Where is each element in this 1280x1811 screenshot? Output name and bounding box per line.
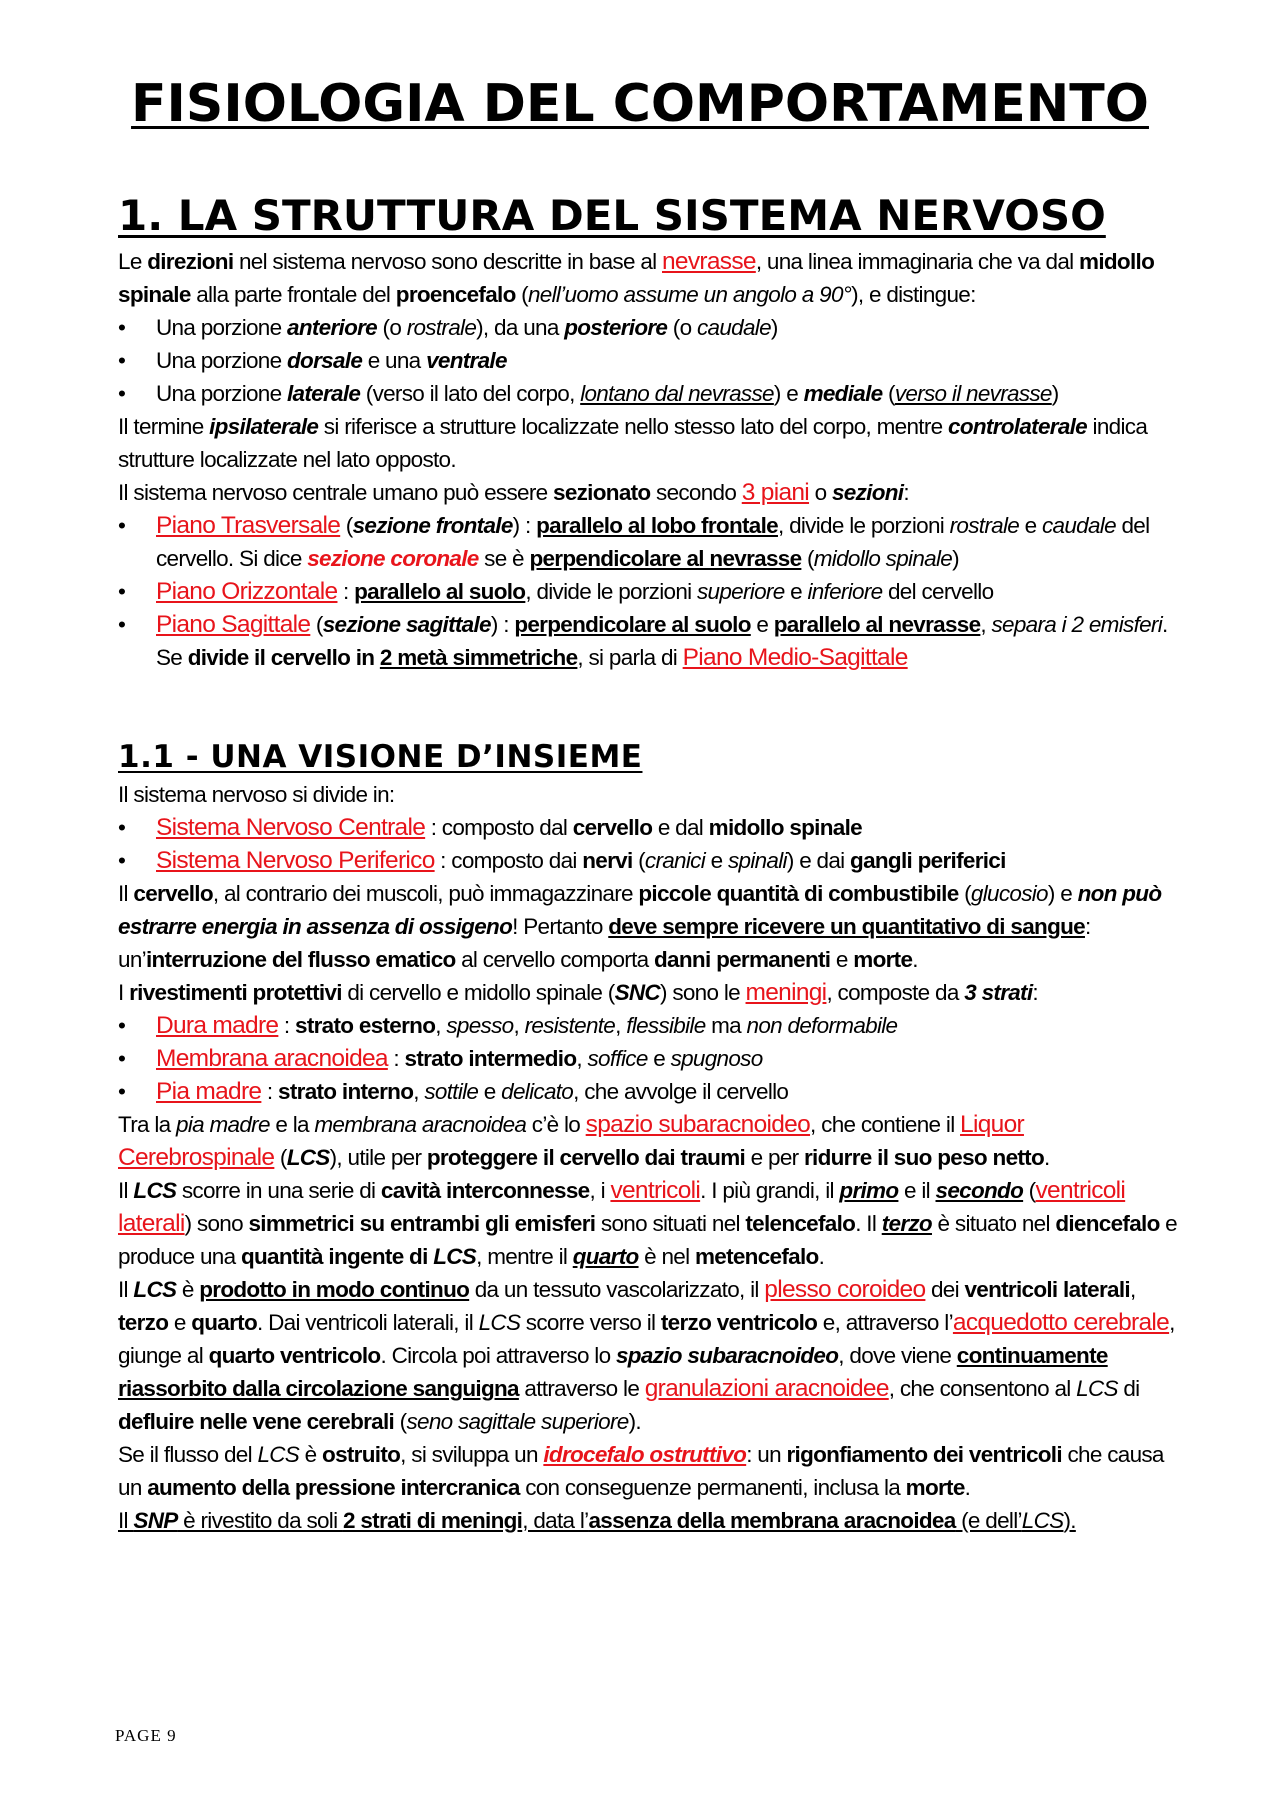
- list-item: [118, 575, 1178, 608]
- text-run: spinali: [727, 848, 787, 873]
- list-item: [118, 844, 1178, 877]
- text-run: sezione sagittale: [322, 612, 491, 637]
- text-run: , si parla di: [577, 645, 683, 670]
- text-run: LCS: [133, 1277, 177, 1302]
- paragraph-ventricoli: [118, 1174, 1178, 1273]
- text-run: (: [632, 848, 645, 873]
- section-1-1-body: [118, 778, 1178, 1537]
- text-run: di: [1117, 1376, 1140, 1401]
- text-run: ) sono le: [659, 980, 746, 1005]
- text-run: cavità interconnesse: [380, 1178, 590, 1203]
- text-run: granulazioni aracnoidee: [644, 1375, 889, 1402]
- text-run: quantità ingente di: [240, 1244, 434, 1269]
- text-run: gangli periferici: [850, 848, 1006, 873]
- text-run: ), e distingue:: [851, 282, 976, 307]
- page-number: PAGE 9: [115, 1726, 177, 1745]
- text-run: ostruito: [322, 1442, 401, 1467]
- text-run: è: [299, 1442, 323, 1467]
- text-run: da un tessuto vascolarizzato, il: [469, 1277, 765, 1302]
- text-run: del cervello. Si dice: [156, 513, 1150, 571]
- text-run: ).: [628, 1409, 641, 1434]
- text-run: e: [750, 612, 774, 637]
- list-item: [118, 608, 1178, 674]
- text-run: :: [337, 579, 355, 604]
- text-run: midollo spinale: [118, 249, 1155, 307]
- text-run: c’è lo: [526, 1112, 586, 1137]
- text-run: nel sistema nervoso sono descritte in base al: [233, 249, 662, 274]
- text-run: piccole quantità di combustibile: [638, 881, 959, 906]
- text-run: proencefalo: [395, 282, 516, 307]
- text-run: : un: [746, 1442, 787, 1467]
- text-run: , divide le porzioni: [777, 513, 950, 538]
- text-run: sezioni: [831, 480, 904, 505]
- paragraph-sezioni: [118, 476, 1178, 509]
- text-run: Piano Medio-Sagittale: [682, 644, 908, 671]
- text-run: (verso il lato del corpo,: [360, 381, 581, 406]
- text-run: terzo: [118, 1310, 169, 1335]
- text-run: cervello: [133, 881, 213, 906]
- text-run: Le: [118, 249, 148, 274]
- text-run: LCS: [286, 1145, 330, 1170]
- text-run: nevrasse: [662, 248, 756, 275]
- text-run: plesso coroideo: [764, 1276, 926, 1303]
- text-run: prodotto in modo continuo: [199, 1277, 470, 1302]
- text-run: superiore: [697, 579, 785, 604]
- text-run: nervi: [582, 848, 633, 873]
- text-run: LCS: [1021, 1508, 1064, 1533]
- text-run: SNC: [614, 980, 660, 1005]
- text-run: verso il nevrasse: [894, 381, 1052, 406]
- text-run: e, attraverso l’: [817, 1310, 953, 1335]
- text-run: cervello: [572, 815, 653, 840]
- text-run: . I più grandi, il: [700, 1178, 840, 1203]
- list-item: [118, 1075, 1178, 1108]
- text-run: parallelo al lobo frontale: [536, 513, 778, 538]
- text-run: diencefalo: [1055, 1211, 1160, 1236]
- text-run: , giunge al: [118, 1310, 1175, 1368]
- text-run: , si sviluppa un: [400, 1442, 544, 1467]
- section-1-1-heading: 1.1 - UNA VISIONE D’INSIEME: [118, 739, 643, 775]
- text-run: ) e dai: [786, 848, 851, 873]
- text-run: : un’: [118, 914, 1091, 972]
- text-run: (: [310, 612, 323, 637]
- text-run: .: [964, 1475, 971, 1500]
- text-run: sezionato: [553, 480, 651, 505]
- text-run: cranici: [644, 848, 706, 873]
- paragraph-nevrasse: [118, 245, 1178, 311]
- text-run: spesso: [446, 1013, 514, 1038]
- text-run: ) :: [512, 513, 537, 538]
- text-run: ), utile per: [329, 1145, 427, 1170]
- paragraph-ipsilaterale: [118, 410, 1178, 476]
- text-run: anteriore: [287, 315, 377, 340]
- text-run: membrana aracnoidea: [314, 1112, 527, 1137]
- text-run: non può estrarre energia in assenza di ossigeno: [118, 881, 1162, 939]
- text-run: :: [1032, 980, 1038, 1005]
- text-run: seno sagittale superiore: [406, 1409, 629, 1434]
- paragraph-lcs: [118, 1108, 1178, 1174]
- text-run: si riferisce a strutture localizzate nello stesso lato del corpo, mentre: [318, 414, 948, 439]
- text-run: danni permanenti: [654, 947, 831, 972]
- text-run: ) :: [490, 612, 515, 637]
- text-run: Piano Trasversale: [156, 512, 341, 539]
- text-run: rivestimenti protettivi: [129, 980, 342, 1005]
- text-run: SNP: [133, 1508, 178, 1533]
- text-run: : composto dai: [434, 848, 583, 873]
- text-run: parallelo al suolo: [354, 579, 526, 604]
- text-run: e la: [269, 1112, 315, 1137]
- text-run: se è: [478, 546, 530, 571]
- text-run: . Il: [855, 1211, 882, 1236]
- text-run: Il sistema nervoso si divide in:: [118, 782, 395, 807]
- text-run: delicato: [501, 1079, 574, 1104]
- text-run: Dura madre: [156, 1012, 279, 1039]
- text-run: soffice: [587, 1046, 648, 1071]
- text-run: Liquor Cerebrospinale: [118, 1111, 1024, 1171]
- text-run: Pia madre: [156, 1078, 262, 1105]
- text-run: non deformabile: [746, 1013, 898, 1038]
- text-run: ventrale: [426, 348, 507, 373]
- text-run: ridurre il suo peso netto: [803, 1145, 1045, 1170]
- text-run: .: [1044, 1145, 1050, 1170]
- text-run: e per: [745, 1145, 804, 1170]
- text-run: ): [770, 315, 778, 340]
- text-run: , dove viene: [838, 1343, 957, 1368]
- text-run: 2 metà simmetriche: [379, 645, 578, 670]
- text-run: di cervello e midollo spinale (: [341, 980, 615, 1005]
- text-run: posteriore: [564, 315, 668, 340]
- text-run: (e dell’: [955, 1508, 1022, 1533]
- text-run: , divide le porzioni: [525, 579, 697, 604]
- text-run: :: [903, 480, 909, 505]
- text-run: Membrana aracnoidea: [156, 1045, 388, 1072]
- text-run: sono situati nel: [595, 1211, 746, 1236]
- text-run: ,: [615, 1013, 627, 1038]
- text-run: Il: [118, 881, 134, 906]
- text-run: Sistema Nervoso Periferico: [156, 847, 435, 874]
- text-run: morte: [905, 1475, 965, 1500]
- paragraph-cervello: [118, 877, 1178, 976]
- text-run: ! Pertanto: [512, 914, 609, 939]
- text-run: 3 strati: [964, 980, 1033, 1005]
- text-run: direzioni: [147, 249, 234, 274]
- text-run: ), da una: [476, 315, 565, 340]
- text-run: metencefalo: [694, 1244, 819, 1269]
- text-run: idrocefalo ostruttivo: [543, 1442, 747, 1467]
- text-run: attraverso le: [518, 1376, 645, 1401]
- text-run: meningi: [745, 979, 827, 1006]
- text-run: ,: [576, 1046, 588, 1071]
- text-run: interruzione del flusso ematico: [145, 947, 456, 972]
- text-run: telencefalo: [745, 1211, 856, 1236]
- text-run: ,: [1129, 1277, 1136, 1302]
- text-run: , composte da: [826, 980, 965, 1005]
- text-run: mediale: [803, 381, 883, 406]
- text-run: ): [952, 546, 959, 571]
- text-run: midollo spinale: [708, 815, 862, 840]
- text-run: ,: [513, 1013, 525, 1038]
- text-run: midollo spinale: [813, 546, 953, 571]
- text-run: (: [340, 513, 353, 538]
- text-run: strato interno: [278, 1079, 414, 1104]
- text-run: e: [830, 947, 854, 972]
- text-run: : composto dal: [425, 815, 573, 840]
- text-run: scorre in una serie di: [176, 1178, 381, 1203]
- text-run: (: [958, 881, 971, 906]
- text-run: quarto ventricolo: [208, 1343, 381, 1368]
- text-run: 3 piani: [741, 479, 810, 506]
- text-run: . Se: [156, 612, 1168, 670]
- list-item: [118, 1009, 1178, 1042]
- text-run: ).: [1063, 1508, 1076, 1533]
- text-run: secondo: [935, 1178, 1024, 1203]
- text-run: perpendicolare al suolo: [514, 612, 751, 637]
- meningi-list: [118, 1009, 1178, 1108]
- text-run: spugnoso: [670, 1046, 763, 1071]
- paragraph-lcs-prodotto: [118, 1273, 1178, 1438]
- text-run: è situato nel: [931, 1211, 1056, 1236]
- text-run: Il termine: [118, 414, 210, 439]
- text-run: resistente: [524, 1013, 616, 1038]
- text-run: LCS: [433, 1244, 477, 1269]
- text-run: glucosio: [970, 881, 1048, 906]
- text-run: Sistema Nervoso Centrale: [156, 814, 426, 841]
- text-run: perpendicolare al nevrasse: [529, 546, 802, 571]
- text-run: o: [809, 480, 832, 505]
- text-run: ventricoli laterali: [964, 1277, 1130, 1302]
- list-item: [118, 1042, 1178, 1075]
- text-run: morte: [853, 947, 913, 972]
- text-run: , che avvolge il cervello: [573, 1079, 789, 1104]
- text-run: . Dai ventricoli laterali, il: [256, 1310, 479, 1335]
- text-run: dei: [925, 1277, 965, 1302]
- text-run: ,: [980, 612, 992, 637]
- text-run: (: [515, 282, 528, 307]
- text-run: , che contiene il: [810, 1112, 961, 1137]
- text-run: e: [647, 1046, 671, 1071]
- text-run: è nel: [638, 1244, 695, 1269]
- text-run: pia madre: [176, 1112, 270, 1137]
- text-run: secondo: [650, 480, 742, 505]
- text-run: (o: [667, 315, 697, 340]
- text-run: 2 strati di meningi: [342, 1508, 523, 1533]
- text-run: LCS: [133, 1178, 177, 1203]
- text-run: quarto: [572, 1244, 639, 1269]
- text-run: divide il cervello in: [187, 645, 380, 670]
- text-run: (: [1023, 1178, 1036, 1203]
- list-item: [118, 509, 1178, 575]
- text-run: ipsilaterale: [209, 414, 319, 439]
- section-1-heading: 1. LA STRUTTURA DEL SISTEMA NERVOSO: [118, 191, 1106, 240]
- text-run: Una porzione: [156, 381, 287, 406]
- paragraph-divisione: [118, 778, 1178, 811]
- text-run: parallelo al nevrasse: [773, 612, 981, 637]
- text-run: , al contrario dei muscoli, può immagazzinare: [212, 881, 639, 906]
- text-run: primo: [839, 1178, 899, 1203]
- text-run: sezione coronale: [307, 546, 479, 571]
- text-run: aumento della pressione intercranica: [147, 1475, 520, 1500]
- text-run: Tra la: [118, 1112, 177, 1137]
- text-run: nell’uomo assume un angolo a 90°: [527, 282, 852, 307]
- text-run: :: [387, 1046, 405, 1071]
- text-run: e dal: [652, 815, 709, 840]
- text-run: Il: [118, 1178, 134, 1203]
- text-run: laterale: [287, 381, 361, 406]
- text-run: LCS: [478, 1310, 521, 1335]
- text-run: simmetrici su entrambi gli emisferi: [248, 1211, 596, 1236]
- text-run: :: [278, 1013, 296, 1038]
- text-run: lontano dal nevrasse: [580, 381, 774, 406]
- text-run: , data l’: [522, 1508, 589, 1533]
- list-item: [118, 811, 1178, 844]
- paragraph-meningi: [118, 976, 1178, 1009]
- text-run: e: [478, 1079, 502, 1104]
- text-run: :: [261, 1079, 279, 1104]
- text-run: , mentre il: [476, 1244, 573, 1269]
- text-run: , una linea immaginaria che va dal: [755, 249, 1080, 274]
- text-run: ) e: [1047, 881, 1078, 906]
- text-run: quarto: [191, 1310, 257, 1335]
- text-run: controlaterale: [948, 414, 1087, 439]
- text-run: (: [394, 1409, 407, 1434]
- directions-list: [118, 311, 1178, 410]
- text-run: ma: [705, 1013, 747, 1038]
- list-item: [118, 377, 1178, 410]
- text-run: inferiore: [807, 579, 883, 604]
- text-run: rostrale: [949, 513, 1020, 538]
- text-run: spazio subaracnoideo: [585, 1111, 811, 1138]
- text-run: acquedotto cerebrale: [952, 1309, 1170, 1336]
- text-run: e: [705, 848, 728, 873]
- text-run: caudale: [696, 315, 771, 340]
- text-run: che causa un: [118, 1442, 1164, 1500]
- planes-list: [118, 509, 1178, 674]
- text-run: ) e: [773, 381, 804, 406]
- text-run: deve sempre ricevere un quantitativo di sangue: [608, 914, 1085, 939]
- text-run: Piano Orizzontale: [156, 578, 338, 605]
- text-run: strato intermedio: [404, 1046, 577, 1071]
- text-run: ventricoli: [610, 1177, 701, 1204]
- list-item: [118, 311, 1178, 344]
- text-run: rostrale: [406, 315, 477, 340]
- text-run: sezione frontale: [352, 513, 513, 538]
- text-run: Il: [118, 1508, 134, 1533]
- text-run: .: [818, 1244, 825, 1269]
- text-run: e: [1019, 513, 1042, 538]
- text-run: scorre verso il: [520, 1310, 661, 1335]
- paragraph-idrocefalo: [118, 1438, 1178, 1504]
- text-run: Il: [118, 1277, 134, 1302]
- text-run: e una: [362, 348, 427, 373]
- text-run: continuamente riassorbito dalla circolazione sanguigna: [118, 1343, 1108, 1401]
- text-run: caudale: [1041, 513, 1116, 538]
- text-run: al cervello comporta: [455, 947, 655, 972]
- text-run: defluire nelle vene cerebrali: [118, 1409, 395, 1434]
- text-run: rigonfiamento dei ventricoli: [786, 1442, 1062, 1467]
- section-1-body: [118, 245, 1178, 674]
- text-run: e: [168, 1310, 192, 1335]
- text-run: è rivestito da soli: [177, 1508, 343, 1533]
- text-run: assenza della membrana aracnoidea: [588, 1508, 956, 1533]
- text-run: indica strutture localizzate nel lato opposto.: [118, 414, 1148, 472]
- text-run: ,: [435, 1013, 447, 1038]
- text-run: strato esterno: [295, 1013, 436, 1038]
- text-run: . Circola poi attraverso lo: [380, 1343, 616, 1368]
- text-run: LCS: [1076, 1376, 1118, 1401]
- text-run: proteggere il cervello dai traumi: [426, 1145, 746, 1170]
- document-title: FISIOLOGIA DEL COMPORTAMENTO: [131, 74, 1149, 134]
- text-run: separa i 2 emisferi: [991, 612, 1163, 637]
- text-run: del cervello: [882, 579, 994, 604]
- text-run: alla parte frontale del: [190, 282, 396, 307]
- text-run: Una porzione: [156, 348, 287, 373]
- text-run: spazio subaracnoideo: [615, 1343, 839, 1368]
- text-run: sottile: [424, 1079, 479, 1104]
- text-run: ventricoli laterali: [118, 1177, 1126, 1237]
- text-run: , i: [589, 1178, 611, 1203]
- text-run: e: [784, 579, 808, 604]
- text-run: ,: [413, 1079, 425, 1104]
- text-run: (: [801, 546, 814, 571]
- paragraph-snp: [118, 1504, 1178, 1537]
- text-run: (: [274, 1145, 287, 1170]
- text-run: è: [176, 1277, 200, 1302]
- text-run: Una porzione: [156, 315, 287, 340]
- text-run: Se il flusso del: [118, 1442, 258, 1467]
- text-run: I: [118, 980, 130, 1005]
- text-run: LCS: [257, 1442, 300, 1467]
- text-run: Piano Sagittale: [156, 611, 311, 638]
- text-run: flessibile: [626, 1013, 706, 1038]
- text-run: Il sistema nervoso centrale umano può essere: [118, 480, 553, 505]
- text-run: ): [1051, 381, 1059, 406]
- text-run: e il: [898, 1178, 936, 1203]
- list-item: [118, 344, 1178, 377]
- text-run: , che consentono al: [888, 1376, 1077, 1401]
- text-run: dorsale: [287, 348, 363, 373]
- systems-list: [118, 811, 1178, 877]
- text-run: terzo ventricolo: [660, 1310, 818, 1335]
- text-run: con conseguenze permanenti, inclusa la: [519, 1475, 906, 1500]
- text-run: ) sono: [184, 1211, 249, 1236]
- text-run: .: [912, 947, 918, 972]
- text-run: (o: [376, 315, 407, 340]
- text-run: terzo: [881, 1211, 932, 1236]
- text-run: e produce una: [118, 1211, 1177, 1269]
- text-run: (: [882, 381, 895, 406]
